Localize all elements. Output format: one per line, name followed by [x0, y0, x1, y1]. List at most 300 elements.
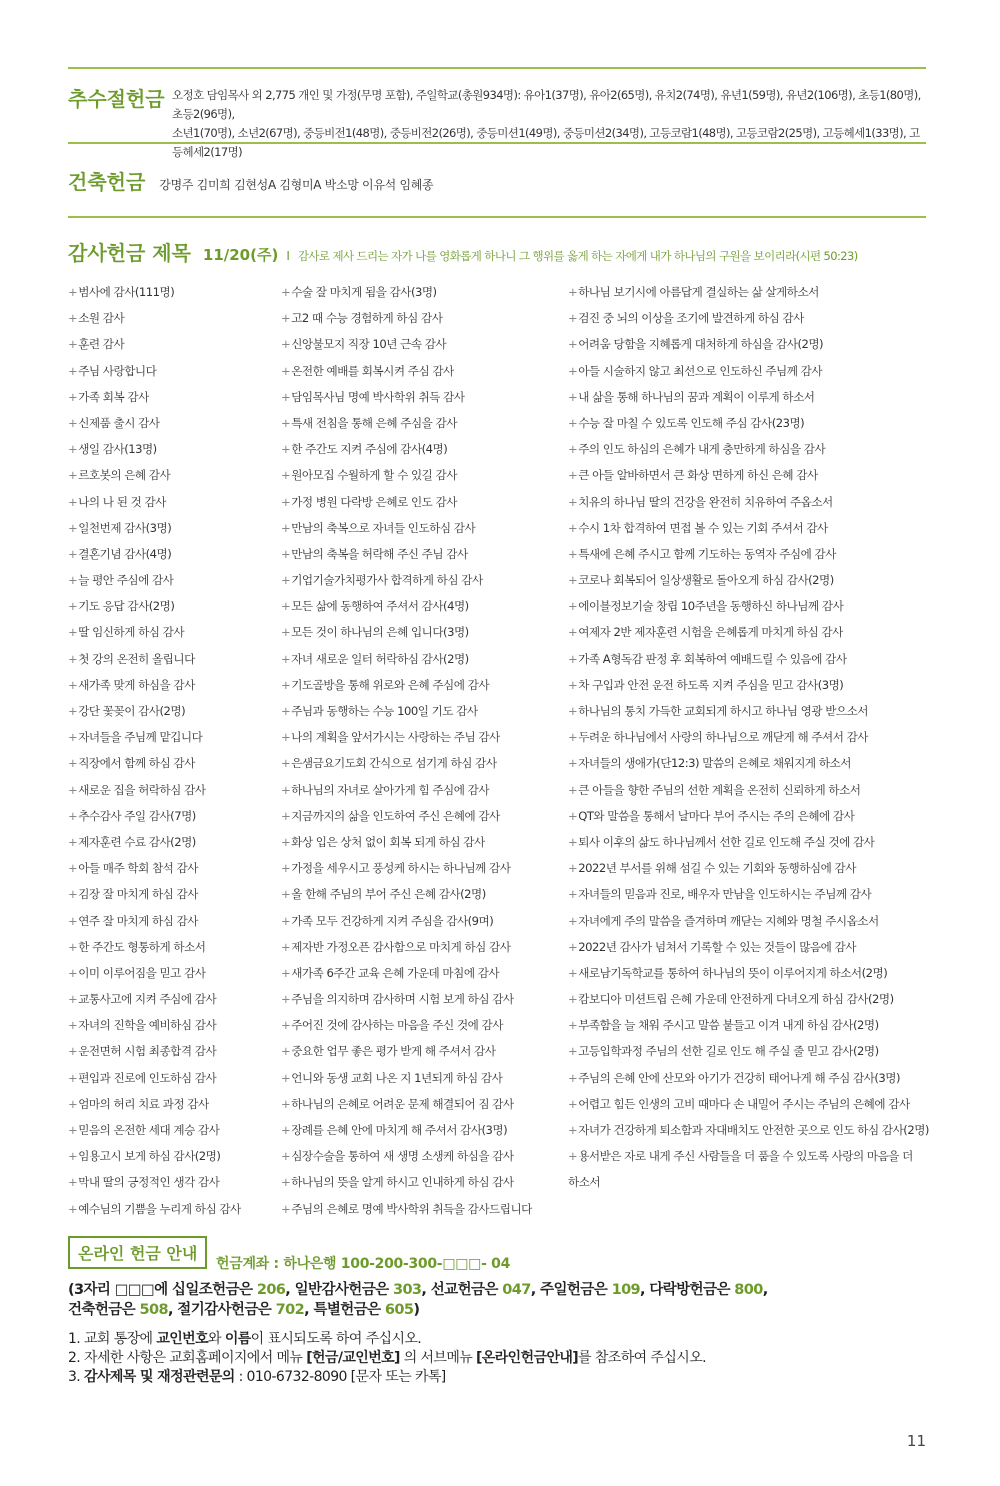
- thanks-item: [68, 571, 273, 597]
- thanks-item: [68, 833, 273, 859]
- thanks-item-text: 나의 계획을 앞서가시는 사랑하는 주님 감사: [291, 730, 500, 745]
- thanks-item: [281, 1121, 566, 1147]
- plus-icon: +: [281, 913, 291, 928]
- thanks-item-text: 만남의 축복으로 자녀들 인도하심 감사: [291, 520, 476, 535]
- note-emphasis: 교인번호: [156, 1331, 209, 1347]
- thanks-item: [281, 964, 566, 990]
- thanks-item: [568, 1143, 918, 1195]
- thanks-offering-date: 11/20(주): [202, 246, 279, 264]
- thanks-item: [68, 781, 273, 807]
- note-1: [68, 1330, 948, 1349]
- thanks-item: [568, 335, 928, 361]
- plus-icon: +: [281, 494, 291, 509]
- thanks-item: [68, 807, 273, 833]
- thanks-item: [568, 545, 928, 571]
- thanks-item-text: 자녀들을 주님께 맡깁니다: [78, 730, 203, 745]
- thanks-item: [281, 1147, 566, 1173]
- thanks-item-text: 고등입학과정 주님의 선한 길로 인도 해 주실 줄 믿고 감사(2명): [578, 1044, 879, 1059]
- thanks-item-text: 자녀가 건강하게 퇴소함과 자대배치도 안전한 곳으로 인도 하심 감사(2명): [578, 1123, 929, 1137]
- plus-icon: +: [568, 704, 578, 718]
- code-number: 109: [611, 1282, 641, 1298]
- harvest-offering-line: 오정호 담임목사 외 2,775 개인 및 가정(무명 포함), 주일학교(총원934명): 유아1(37명), 유아2(65명), 유치2(74명), 유년1(59명), 유년2(106명), 초등1(80명), 초등2(96명),: [172, 88, 921, 121]
- thanks-item-text: 자녀의 진학을 예비하심 감사: [78, 1018, 217, 1033]
- plus-icon: +: [281, 573, 291, 588]
- plus-icon: +: [281, 992, 291, 1007]
- plus-icon: +: [568, 285, 578, 299]
- thanks-item-text: 주님의 은혜 안에 산모와 아기가 건강히 태어나게 해 주심 감사(3명): [578, 1070, 900, 1085]
- thanks-item: [281, 519, 566, 545]
- thanks-item-text: 용서받은 자로 내게 주신 사람들을 더 품을 수 있도록 사랑의 마음을 더 하소서: [568, 1149, 913, 1190]
- thanks-item-text: 막내 딸의 긍정적인 생각 감사: [78, 1175, 220, 1190]
- code-text: (3자리 □□□에 십일조헌금은: [68, 1282, 257, 1298]
- thanks-item: [281, 781, 566, 807]
- plus-icon: +: [281, 1096, 291, 1111]
- plus-icon: +: [68, 1175, 78, 1190]
- thanks-item-text: 원아모집 수월하게 할 수 있길 감사: [291, 468, 457, 483]
- thanks-item-text: 기도골방을 통해 위로와 은혜 주심에 감사: [291, 677, 490, 692]
- thanks-item: [568, 938, 928, 964]
- thanks-item-text: 자녀들의 믿음과 진로, 배우자 만남을 인도하시는 주님께 감사: [578, 887, 872, 902]
- note-text: 의 서브메뉴: [399, 1350, 477, 1366]
- thanks-item: [68, 728, 273, 754]
- plus-icon: +: [568, 939, 578, 954]
- plus-icon: +: [281, 887, 291, 902]
- plus-icon: +: [68, 337, 78, 352]
- thanks-item: [68, 1095, 273, 1121]
- thanks-item: [68, 1069, 273, 1095]
- offering-notes: [68, 1330, 948, 1387]
- thanks-item-text: 2022년 감사가 넘쳐서 기록할 수 있는 것들이 많음에 감사: [578, 939, 856, 954]
- thanks-item-text: 주님과 동행하는 수능 100일 기도 감사: [291, 704, 478, 718]
- thanks-item: [568, 807, 928, 833]
- harvest-offering-line: 소년1(70명), 소년2(67명), 중등비전1(48명), 중등비전2(26명), 중등미션1(49명), 중등미션2(34명), 고등코람1(48명), 고등코람2(25명), 고등헤세1(33명), 고등헤세2(17명): [172, 126, 920, 159]
- header-separator: I: [286, 249, 290, 263]
- thanks-item-text: 예수님의 기쁨을 누리게 하심 감사: [78, 1201, 241, 1216]
- thanks-item: [68, 1042, 273, 1068]
- thanks-item: [68, 545, 273, 571]
- plus-icon: +: [281, 520, 291, 535]
- plus-icon: +: [281, 782, 291, 797]
- thanks-item-text: 지금까지의 삶을 인도하여 주신 은혜에 감사: [291, 808, 500, 823]
- code-number: 303: [392, 1282, 422, 1298]
- offering-codes: [68, 1280, 948, 1320]
- plus-icon: +: [68, 442, 78, 457]
- thanks-item-text: 훈련 감사: [78, 337, 125, 352]
- note-emphasis: [온라인헌금안내]: [476, 1350, 579, 1366]
- thanks-item: [281, 335, 566, 361]
- thanks-item: [68, 885, 273, 911]
- thanks-item-text: 범사에 감사(111명): [78, 285, 175, 299]
- thanks-item: [68, 964, 273, 990]
- thanks-item-text: 신앙불모지 직장 10년 근속 감사: [291, 337, 447, 352]
- plus-icon: +: [68, 704, 78, 718]
- thanks-item-text: 편입과 진로에 인도하심 감사: [78, 1070, 217, 1085]
- thanks-item: [68, 493, 273, 519]
- thanks-item: [281, 650, 566, 676]
- thanks-item: [568, 1042, 928, 1068]
- thanks-item-text: 고2 때 수능 경험하게 하심 감사: [291, 311, 443, 326]
- thanks-item-text: 자녀들의 생애가(단12:3) 말씀의 은혜로 채워지게 하소서: [578, 756, 851, 771]
- plus-icon: +: [281, 311, 291, 326]
- thanks-item: [281, 702, 566, 728]
- thanks-item-text: 모든 삶에 동행하여 주셔서 감사(4명): [291, 599, 469, 614]
- thanks-item: [281, 938, 566, 964]
- harvest-offering-body: [172, 86, 928, 162]
- thanks-item-text: 가정을 세우시고 풍성케 하시는 하나님께 감사: [291, 861, 511, 876]
- thanks-item: [68, 1121, 273, 1147]
- thanks-item: [281, 1095, 566, 1121]
- thanks-item-text: 제자훈련 수료 감사(2명): [78, 834, 196, 849]
- thanks-item: [281, 990, 566, 1016]
- plus-icon: +: [68, 939, 78, 954]
- thanks-item: [568, 623, 928, 649]
- thanks-item-text: 강단 꽃꽂이 감사(2명): [78, 704, 186, 718]
- thanks-item: [281, 597, 566, 623]
- thanks-item: [568, 414, 928, 440]
- thanks-item: [568, 702, 928, 728]
- thanks-item: [568, 362, 928, 388]
- plus-icon: +: [68, 285, 78, 299]
- note-emphasis: 감사제목 및 재정관련문의: [84, 1369, 235, 1385]
- plus-icon: +: [281, 442, 291, 457]
- plus-icon: +: [68, 651, 78, 666]
- thanks-list-column-1: [68, 283, 273, 1226]
- thanks-item: [568, 493, 928, 519]
- code-number: 508: [139, 1302, 168, 1318]
- plus-icon: +: [568, 756, 578, 771]
- thanks-item-text: 믿음의 온전한 세대 계승 감사: [78, 1123, 220, 1137]
- plus-icon: +: [68, 808, 78, 823]
- plus-icon: +: [68, 468, 78, 483]
- thanks-item: [68, 440, 273, 466]
- thanks-item-text: 새가족 6주간 교육 은혜 가운데 마침에 감사: [291, 965, 500, 980]
- thanks-item-text: 늘 평안 주심에 감사: [78, 573, 174, 588]
- plus-icon: +: [568, 311, 578, 326]
- thanks-item: [281, 623, 566, 649]
- thanks-item: [568, 283, 928, 309]
- plus-icon: +: [568, 1018, 578, 1033]
- code-number: 206: [256, 1282, 286, 1298]
- thanks-item: [281, 754, 566, 780]
- thanks-item: [568, 885, 928, 911]
- plus-icon: +: [281, 861, 291, 876]
- plus-icon: +: [281, 599, 291, 614]
- plus-icon: +: [68, 625, 78, 640]
- note-text: 2. 자세한 사항은 교회홈페이지에서 메뉴: [68, 1350, 307, 1366]
- thanks-item-text: 에이블정보기술 창립 10주년을 동행하신 하나님께 감사: [578, 599, 844, 614]
- plus-icon: +: [281, 1149, 291, 1164]
- plus-icon: +: [281, 363, 291, 378]
- online-offering-label: 온라인 헌금 안내: [68, 1236, 207, 1269]
- thanks-item: [568, 781, 928, 807]
- thanks-item: [68, 309, 273, 335]
- thanks-list-column-3: [568, 283, 928, 1195]
- thanks-item-text: 김장 잘 마치게 하심 감사: [78, 887, 198, 902]
- thanks-item-text: 가정 병원 다락방 은혜로 인도 감사: [291, 494, 457, 509]
- plus-icon: +: [281, 677, 291, 692]
- thanks-item-text: 어렵고 힘든 인생의 고비 때마다 손 내밀어 주시는 주님의 은혜에 감사: [578, 1096, 910, 1111]
- note-text: 와: [208, 1331, 225, 1347]
- plus-icon: +: [568, 1096, 578, 1111]
- plus-icon: +: [568, 546, 578, 561]
- plus-icon: +: [281, 1175, 291, 1190]
- thanks-item: [68, 466, 273, 492]
- thanks-item: [568, 754, 928, 780]
- code-text: ): [413, 1302, 420, 1318]
- plus-icon: +: [568, 887, 578, 902]
- thanks-item-text: 두려운 하나님에서 사랑의 하나님으로 깨닫게 해 주셔서 감사: [578, 730, 869, 745]
- thanks-item-text: 하나님의 은혜로 어려운 문제 해결되어 짐 감사: [291, 1096, 514, 1111]
- section-divider: [68, 216, 926, 218]
- thanks-item-text: 자녀에게 주의 말씀을 즐겨하며 깨닫는 지혜와 명철 주시옵소서: [578, 913, 879, 928]
- thanks-item-text: 만남의 축복을 허락해 주신 주님 감사: [291, 546, 468, 561]
- thanks-item-text: 주님 사랑합니다: [78, 363, 157, 378]
- plus-icon: +: [568, 861, 578, 876]
- plus-icon: +: [68, 887, 78, 902]
- note-text: 이 표시되도록 하여 주십시오.: [250, 1331, 422, 1347]
- plus-icon: +: [568, 389, 578, 404]
- thanks-item: [281, 283, 566, 309]
- thanks-item: [68, 519, 273, 545]
- note-2: [68, 1349, 948, 1368]
- plus-icon: +: [68, 311, 78, 326]
- thanks-item: [281, 728, 566, 754]
- thanks-item-text: 수시 1차 합격하여 면접 볼 수 있는 기회 주셔서 감사: [578, 520, 828, 535]
- thanks-item: [568, 728, 928, 754]
- thanks-item: [568, 990, 928, 1016]
- thanks-item-text: 이미 이루어짐을 믿고 감사: [78, 965, 206, 980]
- thanks-item-text: 운전면허 시험 최종합격 감사: [78, 1044, 217, 1059]
- plus-icon: +: [281, 965, 291, 980]
- thanks-item-text: 모든 것이 하나님의 은혜 입니다(3명): [291, 625, 469, 640]
- plus-icon: +: [68, 1149, 78, 1164]
- thanks-item-text: 나의 나 된 것 감사: [78, 494, 166, 509]
- plus-icon: +: [281, 834, 291, 849]
- plus-icon: +: [68, 913, 78, 928]
- thanks-item: [281, 833, 566, 859]
- plus-icon: +: [568, 494, 578, 509]
- thanks-list-column-2: [281, 283, 566, 1226]
- building-offering-section: [68, 166, 433, 195]
- thanks-item-text: 올 한해 주님의 부어 주신 은혜 감사(2명): [291, 887, 486, 902]
- thanks-item-text: 언니와 동생 교회 나온 지 1년되게 하심 감사: [291, 1070, 503, 1085]
- thanks-item: [281, 362, 566, 388]
- code-number: 702: [275, 1302, 305, 1318]
- plus-icon: +: [281, 939, 291, 954]
- plus-icon: +: [568, 913, 578, 928]
- plus-icon: +: [68, 965, 78, 980]
- thanks-item-text: 소원 감사: [78, 311, 125, 326]
- plus-icon: +: [281, 625, 291, 640]
- thanks-item-text: 치유의 하나님 딸의 건강을 완전히 치유하여 주옵소서: [578, 494, 833, 509]
- thanks-item-text: 가족 A형독감 판정 후 회복하여 예배드릴 수 있음에 감사: [578, 651, 847, 666]
- thanks-item: [68, 859, 273, 885]
- thanks-item: [281, 1069, 566, 1095]
- thanks-item-text: 생일 감사(13명): [78, 442, 157, 457]
- thanks-item: [68, 1173, 273, 1199]
- thanks-item-text: 연주 잘 마치게 하심 감사: [78, 913, 198, 928]
- thanks-item-text: 2022년 부서를 위해 섬길 수 있는 기회와 동행하심에 감사: [578, 861, 856, 876]
- thanks-item-text: 직장에서 함께 하심 감사: [78, 756, 195, 771]
- thanks-item: [568, 388, 928, 414]
- thanks-item-text: 가족 모두 건강하게 지켜 주심을 감사(9며): [291, 913, 494, 928]
- thanks-item-text: 여제자 2반 제자훈련 시험을 은혜롭게 마치게 하심 감사: [578, 625, 843, 640]
- plus-icon: +: [68, 782, 78, 797]
- plus-icon: +: [568, 573, 578, 588]
- code-number: 800: [734, 1282, 763, 1298]
- thanks-item-text: 자녀 새로운 일터 허락하심 감사(2명): [291, 651, 469, 666]
- plus-icon: +: [68, 1018, 78, 1033]
- plus-icon: +: [68, 992, 78, 1007]
- thanks-item: [68, 597, 273, 623]
- thanks-item: [568, 466, 928, 492]
- thanks-item-text: 중요한 업무 좋은 평가 받게 해 주셔서 감사: [291, 1044, 496, 1059]
- code-text: , 다락방헌금은: [640, 1282, 735, 1298]
- thanks-item-text: 새가족 맞게 하심을 감사: [78, 677, 195, 692]
- thanks-item-text: 임용고시 보게 하심 감사(2명): [78, 1149, 221, 1164]
- thanks-item: [568, 1016, 928, 1042]
- plus-icon: +: [568, 1070, 578, 1085]
- thanks-item: [568, 676, 928, 702]
- thanks-item-text: 화상 입은 상처 없이 회복 되게 하심 감사: [291, 834, 485, 849]
- plus-icon: +: [568, 625, 578, 640]
- note-text: 1. 교회 통장에: [68, 1331, 157, 1347]
- bible-verse: 감사로 제사 드리는 자가 나를 영화롭게 하나니 그 행위를 옳게 하는 자에게 내가 하나님의 구원을 보이리라(시편 50:23): [297, 249, 858, 263]
- thanks-offering-header: [68, 237, 948, 266]
- thanks-item: [281, 676, 566, 702]
- plus-icon: +: [281, 651, 291, 666]
- plus-icon: +: [281, 468, 291, 483]
- thanks-item: [68, 912, 273, 938]
- plus-icon: +: [281, 730, 291, 745]
- thanks-item: [568, 859, 928, 885]
- plus-icon: +: [281, 1018, 291, 1033]
- thanks-item-text: 하나님의 자녀로 살아가게 힘 주심에 감사: [291, 782, 490, 797]
- plus-icon: +: [68, 834, 78, 849]
- thanks-item-text: 엄마의 허리 치료 과정 감사: [78, 1096, 209, 1111]
- thanks-item: [68, 335, 273, 361]
- thanks-item-text: 추수감사 주일 감사(7명): [78, 808, 196, 823]
- code-text: 건축헌금은: [68, 1302, 140, 1318]
- thanks-item-text: 새로남기독학교를 통하여 하나님의 뜻이 이루어지게 하소서(2명): [578, 965, 888, 980]
- code-text: , 일반감사헌금은: [285, 1282, 393, 1298]
- offering-account-number: 헌금계좌 : 하나은행 100-200-300-□□□- 04: [216, 1256, 511, 1272]
- plus-icon: +: [68, 1070, 78, 1085]
- thanks-item-text: 심장수술을 통하여 새 생명 소생케 하심을 감사: [291, 1149, 514, 1164]
- thanks-item-text: 주어진 것에 감사하는 마음을 주신 것에 감사: [291, 1018, 503, 1033]
- plus-icon: +: [568, 965, 578, 980]
- thanks-item: [281, 309, 566, 335]
- thanks-item-text: 교통사고에 지켜 주심에 감사: [78, 992, 217, 1007]
- thanks-item: [568, 833, 928, 859]
- thanks-item-text: 첫 강의 온전히 올립니다: [78, 651, 195, 666]
- thanks-item: [568, 440, 928, 466]
- thanks-item: [281, 466, 566, 492]
- thanks-item: [281, 885, 566, 911]
- thanks-item-text: 주의 인도 하심의 은혜가 내게 충만하게 하심을 감사: [578, 442, 826, 457]
- thanks-item: [68, 1147, 273, 1173]
- thanks-item-text: 하나님 보기시에 아름답게 결실하는 삶 살게하소서: [578, 285, 819, 299]
- thanks-item-text: 장례를 은혜 안에 마치게 해 주셔서 감사(3명): [291, 1123, 508, 1137]
- thanks-item-text: 기업기술가치평가사 합격하게 하심 감사: [291, 573, 483, 588]
- thanks-item-text: 큰 아들을 향한 주님의 선한 계획을 온전히 신뢰하게 하소서: [578, 782, 861, 797]
- plus-icon: +: [568, 782, 578, 797]
- plus-icon: +: [68, 520, 78, 535]
- harvest-offering-section: [68, 86, 928, 162]
- thanks-item: [568, 650, 928, 676]
- thanks-item-text: 차 구입과 안전 운전 하도록 지켜 주심을 믿고 감사(3명): [578, 677, 844, 692]
- code-text: , 절기감사헌금은: [167, 1302, 276, 1318]
- plus-icon: +: [568, 337, 578, 352]
- thanks-item-text: 신제품 출시 감사: [78, 415, 160, 430]
- thanks-item: [281, 493, 566, 519]
- thanks-item-text: 검진 중 뇌의 이상을 조기에 발견하게 하심 감사: [578, 311, 804, 326]
- thanks-item-text: 코로나 회복되어 일상생활로 돌아오게 하심 감사(2명): [578, 573, 834, 588]
- plus-icon: +: [568, 730, 578, 745]
- plus-icon: +: [68, 494, 78, 509]
- plus-icon: +: [68, 730, 78, 745]
- thanks-item-text: 딸 임신하게 하심 감사: [78, 625, 185, 640]
- plus-icon: +: [281, 704, 291, 718]
- thanks-item: [568, 597, 928, 623]
- code-text: , 특별헌금은: [304, 1302, 385, 1318]
- plus-icon: +: [568, 1149, 578, 1164]
- thanks-item-text: 주님의 은혜로 명예 박사학위 취득을 감사드립니다: [291, 1201, 532, 1216]
- thanks-item-text: 내 삶을 통해 하나님의 꿈과 계획이 이루게 하소서: [578, 389, 815, 404]
- plus-icon: +: [68, 1096, 78, 1111]
- plus-icon: +: [568, 520, 578, 535]
- thanks-item-text: 가족 회복 감사: [78, 389, 149, 404]
- building-offering-title: 건축헌금: [68, 170, 146, 194]
- plus-icon: +: [281, 546, 291, 561]
- plus-icon: +: [68, 1044, 78, 1059]
- thanks-item: [281, 388, 566, 414]
- thanks-item-text: QT와 말씀을 통해서 날마다 부어 주시는 주의 은혜에 감사: [578, 808, 855, 823]
- plus-icon: +: [68, 546, 78, 561]
- plus-icon: +: [68, 415, 78, 430]
- thanks-item-text: 기도 응답 감사(2명): [78, 599, 175, 614]
- thanks-item: [281, 414, 566, 440]
- note-text: 를 참조하여 주십시오.: [578, 1350, 706, 1366]
- plus-icon: +: [568, 468, 578, 483]
- thanks-item: [568, 1069, 928, 1095]
- plus-icon: +: [281, 337, 291, 352]
- code-number: 605: [384, 1302, 414, 1318]
- thanks-item-text: 한 주간도 지켜 주심에 감사(4명): [291, 442, 448, 457]
- thanks-item: [68, 702, 273, 728]
- plus-icon: +: [568, 599, 578, 614]
- section-divider: [68, 142, 926, 144]
- thanks-item-text: 특새에 은혜 주시고 함께 기도하는 동역자 주심에 감사: [578, 546, 836, 561]
- plus-icon: +: [568, 992, 578, 1007]
- note-emphasis: 이름: [224, 1331, 251, 1347]
- plus-icon: +: [568, 415, 578, 430]
- plus-icon: +: [68, 756, 78, 771]
- thanks-item-text: 아들 매주 학회 참석 감사: [78, 861, 198, 876]
- thanks-item-text: 특새 전침을 통해 은혜 주심을 감사: [291, 415, 457, 430]
- thanks-item-text: 하나님의 통치 가득한 교회되게 하시고 하나님 영광 받으소서: [578, 704, 869, 718]
- plus-icon: +: [68, 599, 78, 614]
- thanks-item: [68, 414, 273, 440]
- plus-icon: +: [568, 651, 578, 666]
- thanks-item: [568, 519, 928, 545]
- code-text: , 선교헌금은: [421, 1282, 503, 1298]
- thanks-item-text: 주님을 의지하며 감사하며 시험 보게 하심 감사: [291, 992, 514, 1007]
- note-text: : 010-6732-8090 [문자 또는 카톡]: [234, 1369, 446, 1385]
- plus-icon: +: [68, 573, 78, 588]
- plus-icon: +: [281, 756, 291, 771]
- thanks-item: [68, 283, 273, 309]
